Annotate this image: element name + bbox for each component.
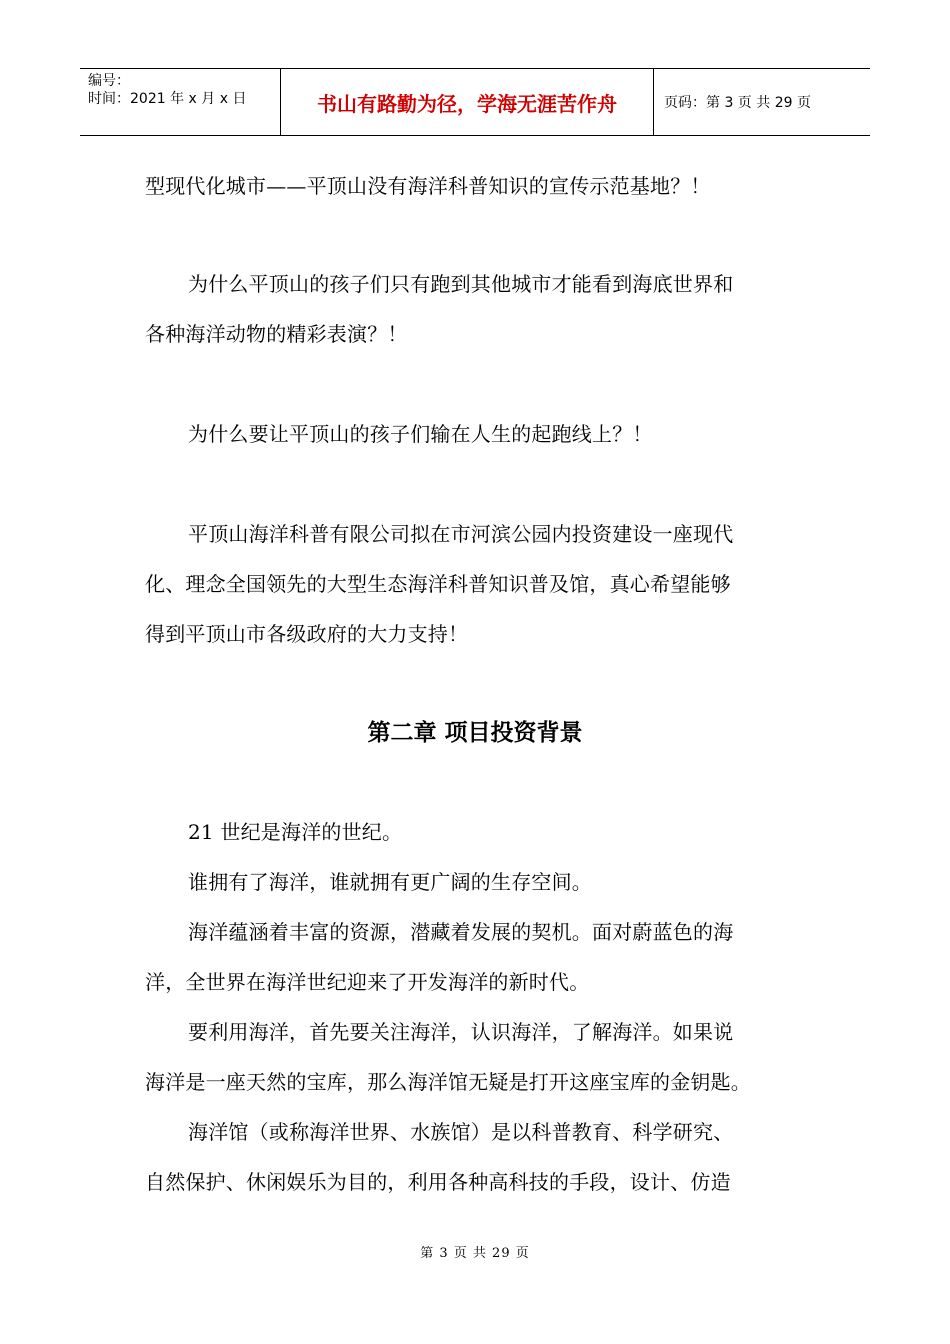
body-line: 化、理念全国领先的大型生态海洋科普知识普及馆，真心希望能够 <box>145 572 731 596</box>
header-page-cell <box>654 69 870 135</box>
document-number-label: 编号： <box>88 73 130 89</box>
header-meta-cell <box>80 69 281 135</box>
header-motto: 书山有路勤为径，学海无涯苦作舟 <box>317 91 617 116</box>
body-line: 海洋蕴涵着丰富的资源，潜藏着发展的契机。面对蔚蓝色的海 <box>188 920 734 944</box>
body-line: 为什么平顶山的孩子们只有跑到其他城市才能看到海底世界和 <box>188 272 734 296</box>
body-line: 得到平顶山市各级政府的大力支持！ <box>145 622 469 646</box>
body-line: 洋，全世界在海洋世纪迎来了开发海洋的新时代。 <box>145 970 590 994</box>
body-line: 海洋馆（或称海洋世界、水族馆）是以科普教育、科学研究、 <box>188 1120 734 1144</box>
page-footer: 第 3 页 共 29 页 <box>420 1246 530 1261</box>
body-line: 为什么要让平顶山的孩子们输在人生的起跑线上？！ <box>188 422 653 446</box>
body-line: 自然保护、休闲娱乐为目的，利用各种高科技的手段，设计、仿造 <box>145 1170 731 1194</box>
body-line: 型现代化城市——平顶山没有海洋科普知识的宣传示范基地？！ <box>145 174 711 198</box>
body-line: 要利用海洋，首先要关注海洋，认识海洋，了解海洋。如果说 <box>188 1020 734 1044</box>
body-line: 21 世纪是海洋的世纪。 <box>188 820 403 844</box>
body-line: 各种海洋动物的精彩表演？！ <box>145 322 408 346</box>
body-line: 谁拥有了海洋，谁就拥有更广阔的生存空间。 <box>188 870 592 894</box>
document-header <box>80 68 870 136</box>
header-motto-cell <box>281 69 654 135</box>
document-date: 时间：2021 年 x 月 x 日 <box>88 91 247 107</box>
header-page-code: 页码：第 3 页 共 29 页 <box>664 95 811 111</box>
chapter-title: 第二章 项目投资背景 <box>367 720 583 746</box>
body-line: 平顶山海洋科普有限公司拟在市河滨公园内投资建设一座现代 <box>188 522 734 546</box>
body-line: 海洋是一座天然的宝库，那么海洋馆无疑是打开这座宝库的金钥匙。 <box>145 1070 751 1094</box>
